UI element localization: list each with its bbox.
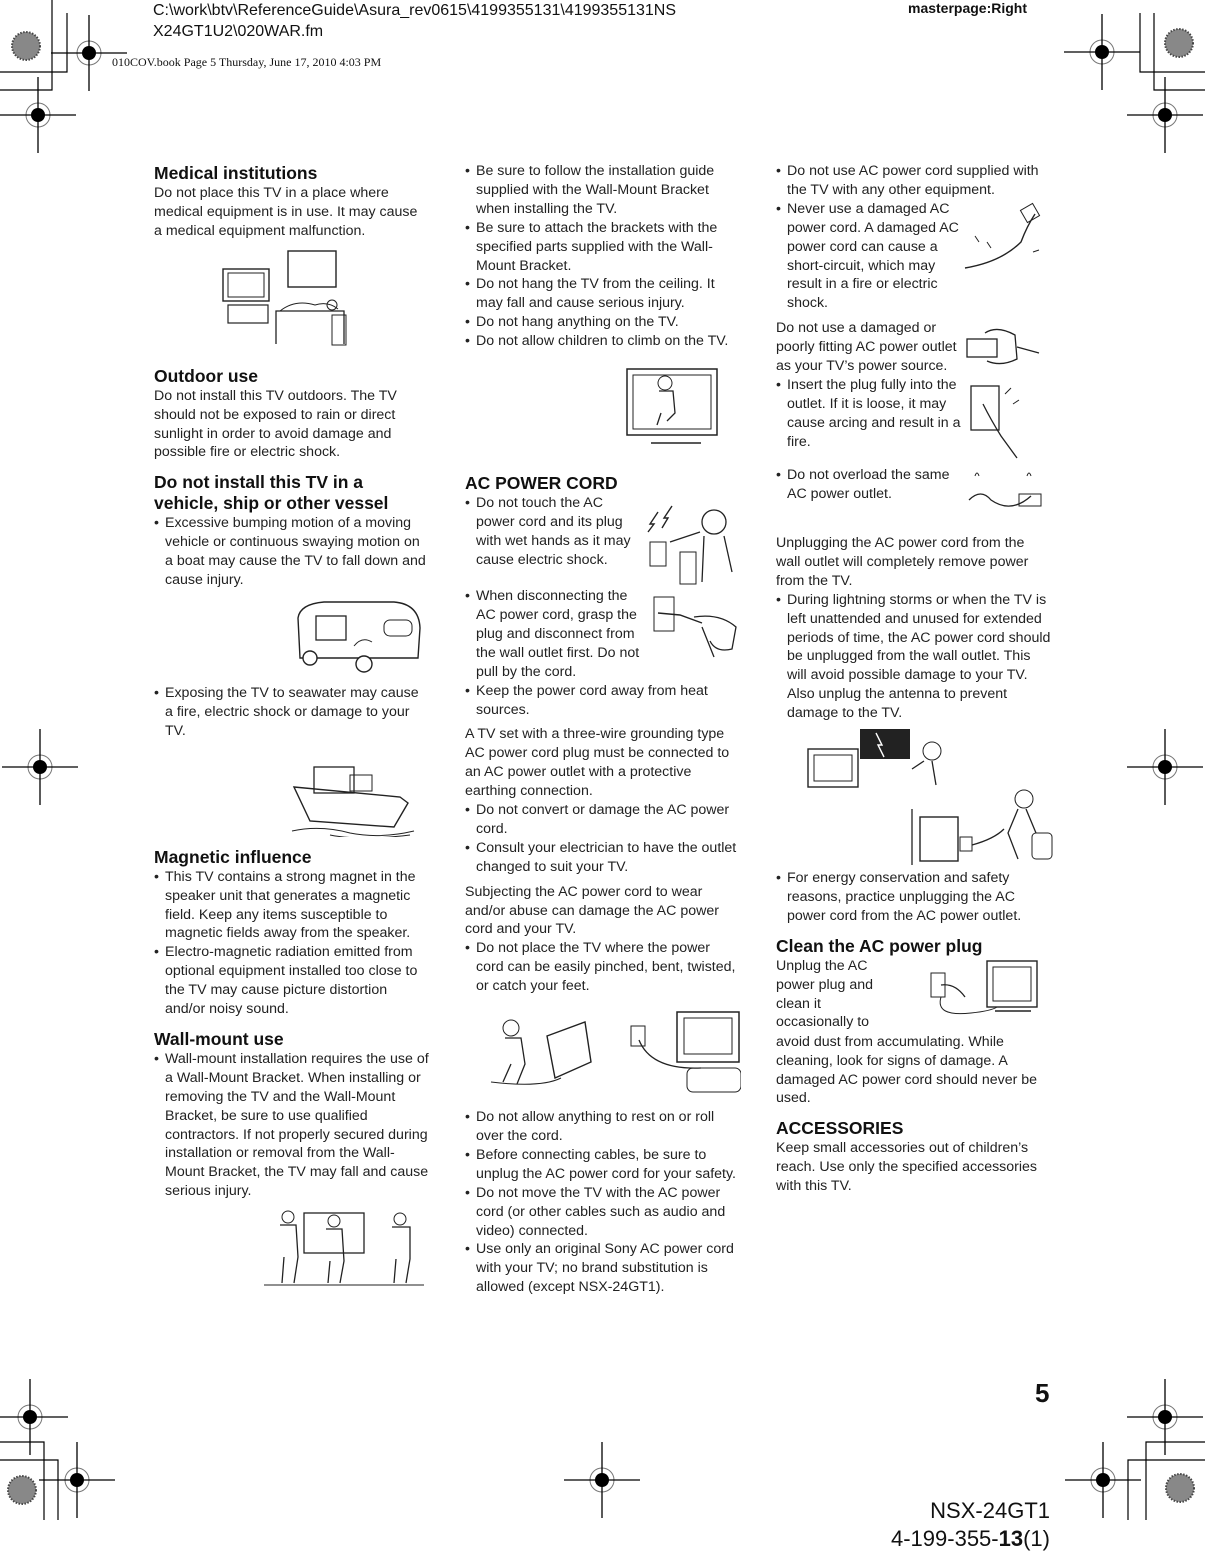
bullet-item: • For energy conservation and safety reasons, practice unplugging the AC power cord from the AC power outlet. bbox=[776, 869, 1051, 926]
bullet-item: • Wall-mount installation requires the use of a Wall-Mount Bracket. When installing or removing the TV and the Wall-Mount Bracket, be sure to use qualified contractors. If not properly secured during installation or removal from the Wall-Mount Bracket, the TV may fall and cause serious injury. bbox=[154, 1050, 429, 1201]
file-path-line1: C:\work\btv\ReferenceGuide\Asura_rev0615\4199355131\4199355131NS bbox=[153, 2, 677, 19]
section-title: Clean the AC power plug bbox=[776, 935, 983, 956]
bullet-item: • Do not overload the same AC power outlet. bbox=[776, 466, 961, 504]
bullet-item: • Never use a damaged AC power cord. A damaged AC power cord can cause a short-circuit, which may result in a fire or electric shock. bbox=[776, 200, 961, 313]
bullet-item: • Before connecting cables, be sure to unplug the AC power cord for your safety. bbox=[465, 1146, 740, 1184]
wear-paragraph: Subjecting the AC power cord to wear and/or abuse can damage the AC power cord and your TV. bbox=[465, 883, 719, 938]
file-path-header bbox=[153, 0, 676, 42]
section-ac-power-cord bbox=[465, 473, 740, 1297]
wet-hands-shock-illustration bbox=[640, 502, 740, 587]
masterpage-label: masterpage:Right bbox=[908, 0, 1028, 16]
section-outdoor-use bbox=[154, 366, 429, 463]
part-number: 4-199-355-13(1) bbox=[890, 1526, 1050, 1551]
bullet-item: • Do not place the TV where the power cord can be easily pinched, bent, twisted, or catch your feet. bbox=[465, 939, 740, 996]
column-1 bbox=[154, 163, 429, 1291]
tv-on-boat-illustration bbox=[290, 757, 420, 837]
plug-illustration bbox=[961, 323, 1041, 373]
bullet-item: • Exposing the TV to seawater may cause a fire, electric shock or damage to your TV. bbox=[154, 684, 429, 741]
section-title: Do not install this TV in a vehicle, ship or other vessel bbox=[154, 472, 389, 514]
bullet-item: • Do not use AC power cord supplied with the TV with any other equipment. bbox=[776, 162, 1051, 200]
model-info bbox=[891, 1497, 1050, 1553]
lightning-unplug-illustration bbox=[804, 729, 1054, 869]
bullet-item: • Do not allow anything to rest on or roll over the cord. bbox=[465, 1108, 740, 1146]
section-title: Wall-mount use bbox=[154, 1028, 284, 1049]
wall-mount-bullets bbox=[465, 162, 740, 351]
child-climbing-tv-illustration bbox=[611, 361, 731, 451]
bullet-item: • Excessive bumping motion of a moving vehicle or continuous swaying motion on a boat may cause the TV to fall down and cause injury. bbox=[154, 514, 429, 590]
bullet-item: • This TV contains a strong magnet in the speaker unit that generates a magnetic field. Keep any items susceptible to magnetic fields away from the speaker. bbox=[154, 868, 429, 944]
section-body: Unplug the AC power plug and clean it occasionally to bbox=[776, 957, 874, 1031]
section-body: Do not place this TV in a place where medical equipment is in use. It may cause a medical equipment malfunction. bbox=[154, 185, 418, 239]
section-body: Do not install this TV outdoors. The TV should not be exposed to rain or direct sunlight in order to avoid damage and possible fire or electric shock. bbox=[154, 387, 397, 461]
bullet-item: • Be sure to follow the installation guide supplied with the Wall-Mount Bracket when installing the TV. bbox=[465, 162, 740, 219]
grounding-paragraph: A TV set with a three-wire grounding type AC power cord plug must be connected to an AC power outlet with a protective earthing connection. bbox=[465, 726, 730, 800]
bullet-item: • Be sure to attach the brackets with the specified parts supplied with the Wall-Mount Bracket. bbox=[465, 219, 740, 276]
bullet-item: • Consult your electrician to have the outlet changed to suit your TV. bbox=[465, 839, 740, 877]
book-info: 010COV.book Page 5 Thursday, June 17, 2010 4:03 PM bbox=[112, 55, 382, 69]
section-title: Medical institutions bbox=[154, 163, 318, 183]
grasp-plug-illustration bbox=[650, 593, 740, 663]
section-medical-institutions bbox=[154, 163, 429, 349]
column-2 bbox=[465, 162, 740, 1297]
section-title: Magnetic influence bbox=[154, 846, 312, 867]
section-title: Outdoor use bbox=[154, 365, 259, 386]
section-title: AC POWER CORD bbox=[465, 473, 618, 494]
bullet-item: • Electro-magnetic radiation emitted from optional equipment installed too close to the TV may cause picture distortion and/or noisy sound. bbox=[154, 943, 429, 1019]
bullet-item: • When disconnecting the AC power cord, grasp the plug and disconnect from the wall outlet first. Do not pull by the cord. bbox=[465, 587, 650, 682]
tv-in-camper-vehicle-illustration bbox=[294, 598, 426, 678]
section-vehicle-vessel bbox=[154, 472, 429, 836]
pinched-cord-tripping-illustration bbox=[481, 1008, 741, 1094]
model-name: NSX-24GT1 bbox=[930, 1498, 1050, 1523]
bullet-item: • During lightning storms or when the TV is left unattended and unused for extended periods of time, the AC power cord should be unplugged from the wall outlet. This will avoid possible damage to your TV. Also unplug the antenna to prevent damage to the TV. bbox=[776, 591, 1051, 723]
bullet-item: • Insert the plug fully into the outlet. If it is loose, it may cause arcing and result in a fire. bbox=[776, 376, 961, 452]
page-number: 5 bbox=[1035, 1378, 1050, 1408]
insert-plug-illustration bbox=[961, 380, 1031, 460]
column-3 bbox=[776, 162, 1051, 1196]
overloaded-outlet-illustration bbox=[961, 466, 1047, 516]
section-title: ACCESSORIES bbox=[776, 1118, 904, 1139]
bullet-item: • Do not allow children to climb on the TV. bbox=[465, 332, 740, 351]
damaged-cord-illustration bbox=[961, 202, 1047, 282]
tv-near-hospital-bed-illustration bbox=[220, 249, 350, 349]
bullet-item: • Do not convert or damage the AC power cord. bbox=[465, 801, 740, 839]
bullet-item: • Do not touch the AC power cord and its plug with wet hands as it may cause electric shock. bbox=[465, 494, 640, 570]
bullet-item: • Use only an original Sony AC power cord with your TV; no brand substitution is allowed (except NSX-24GT1). bbox=[465, 1240, 740, 1297]
bullet-item: • Keep the power cord away from heat sources. bbox=[465, 682, 740, 720]
wall-mount-installers-illustration bbox=[264, 1207, 424, 1291]
file-path-line2: X24GT1U2\020WAR.fm bbox=[153, 23, 324, 40]
bullet-item: • Do not hang the TV from the ceiling. It may fall and cause serious injury. bbox=[465, 275, 740, 313]
section-clean-ac-plug bbox=[776, 936, 1051, 1109]
section-body: Keep small accessories out of children’s reach. Use only the specified accessories with this TV. bbox=[776, 1140, 1038, 1195]
section-magnetic-influence bbox=[154, 847, 429, 1019]
unplug-paragraph: Unplugging the AC power cord from the wall outlet will completely remove power from the TV. bbox=[776, 534, 1029, 589]
section-wall-mount-use bbox=[154, 1029, 429, 1291]
section-accessories bbox=[776, 1118, 1051, 1196]
clean-plug-illustration bbox=[891, 957, 1041, 1033]
section-body-cont: avoid dust from accumulating. While cleaning, look for signs of damage. A damaged AC power cord should never be used. bbox=[776, 1033, 1038, 1107]
bullet-item: • Do not move the TV with the AC power cord (or other cables such as audio and video) connected. bbox=[465, 1184, 740, 1241]
outlet-paragraph: Do not use a damaged or poorly fitting AC power outlet as your TV’s power source. bbox=[776, 320, 957, 375]
bullet-item: • Do not hang anything on the TV. bbox=[465, 313, 740, 332]
